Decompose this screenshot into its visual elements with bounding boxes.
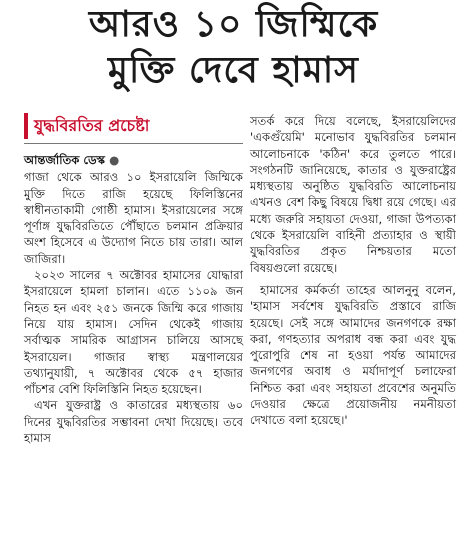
divider (24, 143, 243, 144)
dateline-text: আন্তর্জাতিক ডেস্ক (24, 153, 106, 167)
paragraph-quote: হামাসের কর্মকর্তা তাহের আলনুনু বলেন, 'হামাস সর্বশেষ যুদ্ধবিরতি প্রস্তাবে রাজি হয়েছে। সেই সঙ্গে আমাদের জনগণকে রক্ষা করা, গণহত্যার অপরাধ বন্ধ করা এবং যুদ্ধ পুরোপুরি শেষ না হওয়া পর্যন্ত আমাদের জনগণের অবাধ ও মর্যাদাপূর্ণ চলাফেরা নিশ্চিত করা এবং সহায়তা প্রবেশের অনুমতি দেওয়ার ক্ষেত্রে প্রয়োজনীয় নমনীয়তা দেখাতে বলা হয়েছে।' (250, 282, 456, 428)
paragraph-ceasefire: এখন যুক্তরাষ্ট্র ও কাতারের মধ্যস্থতায় ৬০ দিনের যুদ্ধবিরতির সম্ভাবনা দেখা দিয়েছে। তবে হামাস (24, 398, 243, 446)
headline-line-1: আরও ১০ জিম্মিকে (88, 4, 379, 45)
paragraph-warning: সতর্ক করে দিয়ে বলেছে, ইসরায়েলিদের 'একগুঁয়েমি' মনোভাব যুদ্ধবিরতির চলমান আলোচনাকে 'কঠিন' করে তুলতে পারে। সংগঠনটি জানিয়েছে, কাতার ও যুক্তরাষ্ট্রের মধ্যস্থতায় অনুষ্ঠিত যুদ্ধবিরতি আলোচনায় এখনও বেশ কিছু বিষয়ে দ্বিধা রয়ে গেছে। এর মধ্যে জরুরি সহায়তা দেওয়া, গাজা উপত্যকা থেকে ইসরায়েলি বাহিনী প্রত্যাহার ও স্থায়ী যুদ্ধবিরতির প্রকৃত নিশ্চয়তার মতো বিষয়গুলো রয়েছে। (250, 114, 456, 275)
section-kicker: যুদ্ধবিরতির প্রচেষ্টা (24, 113, 243, 139)
left-column (24, 113, 243, 446)
headline-line-2: মুক্তি দেবে হামাস (108, 50, 359, 91)
headline (0, 2, 467, 94)
right-column (250, 113, 456, 429)
dateline (24, 152, 243, 168)
bullet-icon: ● (109, 153, 120, 167)
paragraph-background: ২০২৩ সালের ৭ অক্টোবর হামাসের যোদ্ধারা ইসরায়েলে হামলা চালান। এতে ১১০৯ জন নিহত হন এবং ২৫১ জনকে জিম্মি করে গাজায় নিয়ে যায় হামাস। সেদিন থেকেই গাজায় সর্বাত্মক সামরিক আগ্রাসন চালিয়ে আসছে ইসরায়েল। গাজার স্বাস্থ্য মন্ত্রণালয়ের তথ্যানুযায়ী, ৭ অক্টোবর থেকে ৫৭ হাজার পাঁচশর বেশি ফিলিস্তিনি নিহত হয়েছেন। (24, 268, 243, 397)
paragraph-intro: গাজা থেকে আরও ১০ ইসরায়েলি জিম্মিকে মুক্তি দিতে রাজি হয়েছে ফিলিস্তিনের স্বাধীনতাকামী গোষ্ঠী হামাস। ইসরায়েলের সঙ্গে পূর্ণাঙ্গ যুদ্ধবিরতিতে পৌঁছাতে চলমান প্রক্রিয়ার অংশ হিসেবে এ উদ্যোগ নিতে চায় তারা। আল জাজিরা। (24, 170, 243, 266)
